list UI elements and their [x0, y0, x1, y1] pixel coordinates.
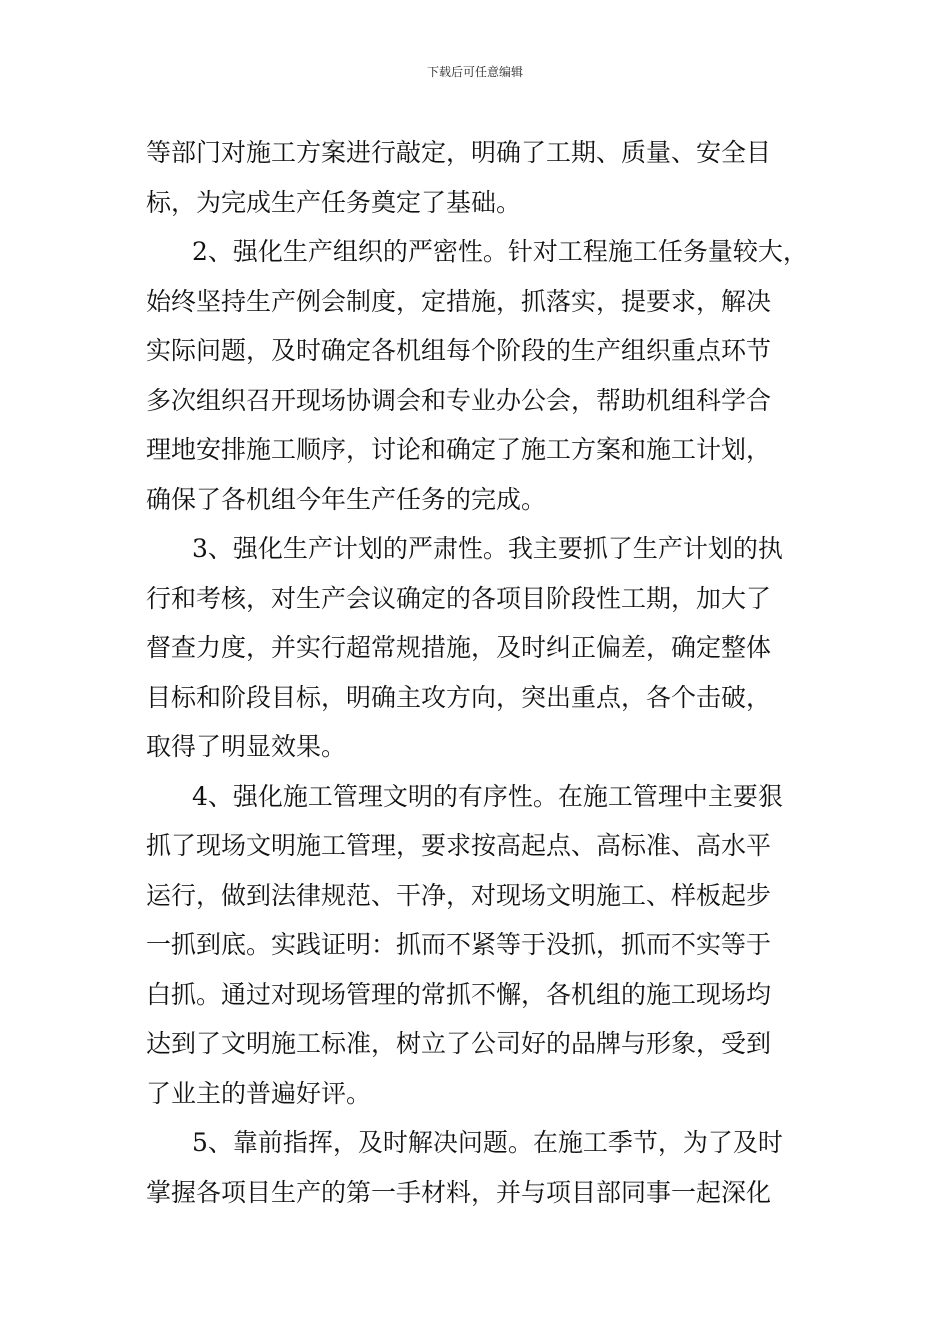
paragraph-first-line: 4、强化施工管理文明的有序性。在施工管理中主要狠 [192, 781, 783, 811]
text-line: 行和考核，对生产会议确定的各项目阶段性工期，加大了 [146, 583, 772, 613]
text-line: 取得了明显效果。 [146, 732, 347, 761]
text-line: 目标和阶段目标，明确主攻方向，突出重点，各个击破， [146, 682, 772, 712]
page-header: 下载后可任意编辑 [426, 65, 523, 79]
paragraph-first-line: 3、强化生产计划的严肃性。我主要抓了生产计划的执 [192, 534, 783, 563]
text-line: 标，为完成生产任务奠定了基础。 [146, 187, 522, 217]
text-line: 等部门对施工方案进行敲定，明确了工期、质量、安全目 [146, 138, 772, 167]
text-line: 始终坚持生产例会制度，定措施，抓落实，提要求，解决 [146, 286, 772, 316]
text-line: 确保了各机组今年生产任务的完成。 [146, 484, 547, 514]
paragraph-first-line: 2、强化生产组织的严密性。针对工程施工任务量较大， [192, 237, 808, 266]
text-line: 了业主的普遍好评。 [146, 1078, 372, 1108]
text-line: 运行，做到法律规范、干净，对现场文明施工、样板起步 [146, 880, 772, 910]
text-line: 实际问题，及时确定各机组每个阶段的生产组织重点环节 [146, 336, 772, 365]
text-line: 掌握各项目生产的第一手材料，并与项目部同事一起深化 [146, 1177, 772, 1207]
text-line: 白抓。通过对现场管理的常抓不懈，各机组的施工现场均 [146, 979, 772, 1009]
text-line: 多次组织召开现场协调会和专业办公会，帮助机组科学合 [146, 385, 772, 415]
text-line: 督查力度，并实行超常规措施，及时纠正偏差，确定整体 [146, 633, 772, 662]
text-line: 抓了现场文明施工管理，要求按高起点、高标准、高水平 [146, 831, 772, 860]
paragraph-first-line: 5、靠前指挥，及时解决问题。在施工季节，为了及时 [192, 1128, 783, 1157]
body-text [146, 128, 810, 1217]
text-line: 理地安排施工顺序，讨论和确定了施工方案和施工计划， [146, 435, 772, 464]
text-line: 一抓到底。实践证明：抓而不紧等于没抓，抓而不实等于 [146, 930, 772, 959]
text-line: 达到了文明施工标准，树立了公司好的品牌与形象，受到 [146, 1029, 772, 1058]
